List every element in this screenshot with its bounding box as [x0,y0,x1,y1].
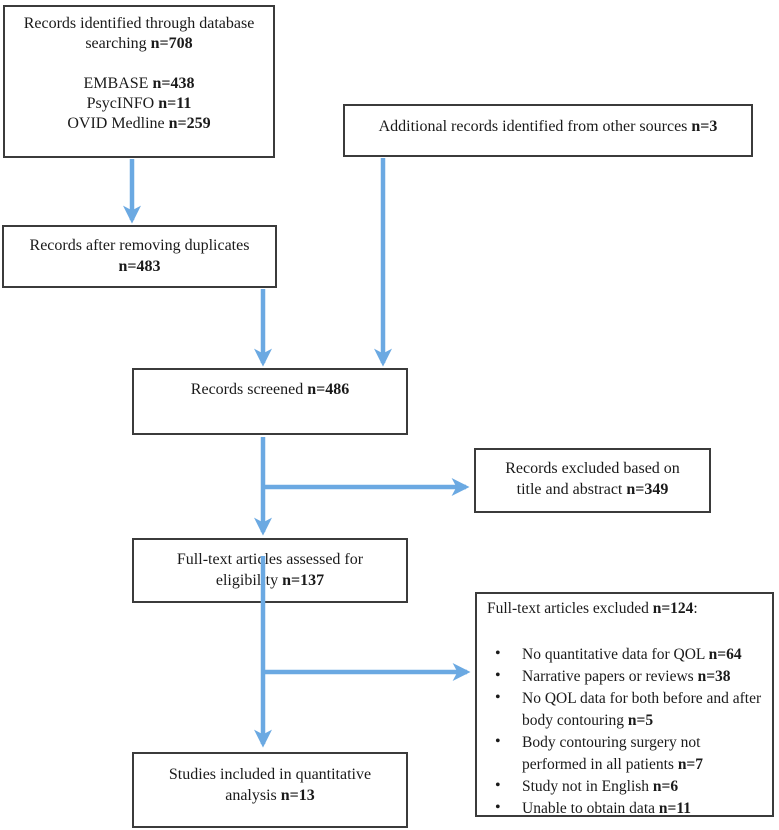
box-fulltext-assessed [132,538,408,603]
fulltext-excluded-title [487,598,766,620]
box-records-screened [132,368,408,435]
exclusion-reason-item: • No quantitative data for QOL n=64 [487,644,766,666]
text-line: Full-text articles assessed for [176,551,364,568]
exclusion-reason-item: • Body contouring surgery not performed in all patients n=7 [487,732,766,776]
box-fulltext-excluded [475,592,774,817]
text-line: Full-text articles excluded n=124: [487,600,698,617]
box-records-identified [3,5,275,158]
box-studies-included [132,752,408,828]
box-records-excluded [474,448,711,513]
text-line: title and abstract n=349 [516,481,669,498]
text-line: eligibility n=137 [215,572,325,589]
text-line: n=483 [118,258,161,275]
text-line: Studies included in quantitative [168,766,372,783]
box-after-duplicates [2,225,277,288]
text-line: Records screened n=486 [190,381,350,398]
text-line: Records after removing duplicates [29,237,250,254]
text-line: Records identified through database [23,15,255,32]
text-line: searching n=708 [85,35,193,52]
fulltext-excluded-reasons [487,644,766,820]
text-line: PsycINFO n=11 [86,95,192,112]
box-additional-records [343,104,753,157]
text-line: analysis n=13 [225,787,315,804]
text-line: Additional records identified from other sources n=3 [378,118,718,135]
text-line: OVID Medline n=259 [67,115,211,132]
text-line: Records excluded based on [505,460,680,477]
exclusion-reason-item: • Study not in English n=6 [487,776,766,798]
exclusion-reason-item: • Unable to obtain data n=11 [487,798,766,820]
exclusion-reason-item: • No QOL data for both before and after body contouring n=5 [487,688,766,732]
text-line [5,54,273,74]
exclusion-reason-item: • Narrative papers or reviews n=38 [487,666,766,688]
text-line: EMBASE n=438 [83,75,195,92]
